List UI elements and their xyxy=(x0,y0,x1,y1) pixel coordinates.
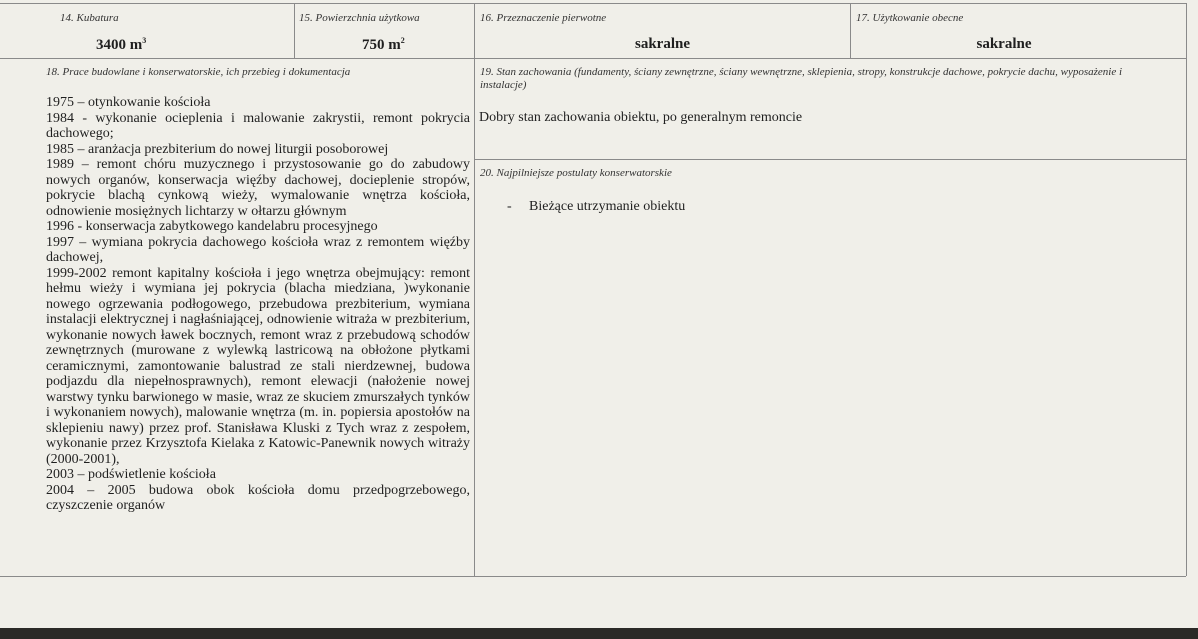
postulate-bullet: - xyxy=(507,199,512,214)
label-stan: 19. Stan zachowania (fundamenty, ściany zewnętrzne, ściany wewnętrzne, sklepienia, stropy, konstrukcje dachowe, pokrycie dachu, wyposażenie i instalacje) xyxy=(480,66,1123,91)
cell-uzytkowanie xyxy=(851,4,1186,58)
label-przeznaczenie: 16. Przeznaczenie pierwotne xyxy=(480,12,607,24)
works-entry: 1989 – remont chóru muzycznego i przystosowanie go do zabudowy nowych organów, konserwacja więźby dachowej, docieplenie stropów, pokrycie blachą cynkową wieży, wymalowanie wnętrza kościoła, odnowienie mosiężnych lichtarzy w ołtarzu głównym xyxy=(46,157,470,219)
value-powierzchnia xyxy=(362,36,405,54)
value-kubatura-unit-exp: 3 xyxy=(142,36,147,45)
label-prace: 18. Prace budowlane i konserwatorskie, ich przebieg i dokumentacja xyxy=(46,66,351,78)
works-entry: 1984 - wykonanie ocieplenia i malowanie zakrystii, remont pokrycia dachowego; xyxy=(46,110,470,141)
value-przeznaczenie: sakralne xyxy=(634,36,690,52)
works-entry: 1985 – aranżacja prezbiterium do nowej liturgii posoborowej xyxy=(46,141,389,157)
cell-postulaty xyxy=(475,160,1186,576)
label-kubatura: 14. Kubatura xyxy=(60,12,119,24)
works-entry: 1975 – otynkowanie kościoła xyxy=(46,95,211,110)
value-kubatura-text: 3400 m xyxy=(96,37,143,53)
right-border xyxy=(1186,3,1187,576)
value-powierzchnia-text: 750 m xyxy=(362,37,401,53)
works-entry: 2003 – podświetlenie kościoła xyxy=(46,467,216,482)
scan-edge xyxy=(0,628,1198,639)
cell-stan-zachowania xyxy=(475,59,1186,159)
cell-prace-budowlane xyxy=(0,59,474,576)
works-entry: 1999-2002 remont kapitalny kościoła i jego wnętrza obejmujący: remont hełmu wieży i wymiana jej pokrycia (blacha miedziana, )wykonanie nowego ogrzewania podłogowego, przebudowa prezbiterium, wymiana instalacji elektrycznej i nagłaśniającej, odnowienie witraża w prezbiterium, wykonanie nowych ławek bocznych, remont wraz z przebudową schodów zewnętrznych (murowane z wylewką lastricową na obłożone płytkami ceramicznymi, zamontowanie balustrad ze stali nierdzewnej, budowa podjazdu dla niepełnosprawnych), remont elewacji (nałożenie nowej warstwy tynku barwionego w masie, wraz ze skuciem zmurszałych tynków i wykonaniem nowych), malowanie wnętrza (m. in. popiersia apostołów na sklepieniu nawy) przez prof. Stanisława Kluski z Tych wraz z zespołem, wykonanie przez Krzysztofa Kielaka z Katowic-Panewnik nowych witraży (2000-2001), xyxy=(46,265,470,467)
value-uzytkowanie: sakralne xyxy=(976,36,1032,52)
works-entry: 2004 – 2005 budowa obok kościoła domu przedpogrzebowego, czyszczenie organów xyxy=(46,482,470,513)
condition-text: Dobry stan zachowania obiektu, po generalnym remoncie xyxy=(479,110,803,125)
cell-przeznaczenie xyxy=(475,4,850,58)
postulate-text: Bieżące utrzymanie obiektu xyxy=(529,199,686,214)
bottom-border xyxy=(0,576,1186,577)
cell-kubatura xyxy=(0,4,294,58)
value-kubatura xyxy=(96,36,146,54)
label-uzytkowanie: 17. Użytkowanie obecne xyxy=(856,12,964,24)
value-powierzchnia-unit-exp: 2 xyxy=(400,36,405,45)
cell-powierzchnia xyxy=(295,4,474,58)
works-list xyxy=(46,95,470,514)
works-entry: 1997 – wymiana pokrycia dachowego kościoła wraz z remontem więźby dachowej, xyxy=(46,234,470,265)
works-entry: 1996 - konserwacja zabytkowego kandelabru procesyjnego xyxy=(46,219,378,234)
label-postulaty: 20. Najpilniejsze postulaty konserwatorskie xyxy=(480,167,672,179)
postulate-item xyxy=(507,199,685,215)
label-powierzchnia: 15. Powierzchnia użytkowa xyxy=(299,12,420,24)
